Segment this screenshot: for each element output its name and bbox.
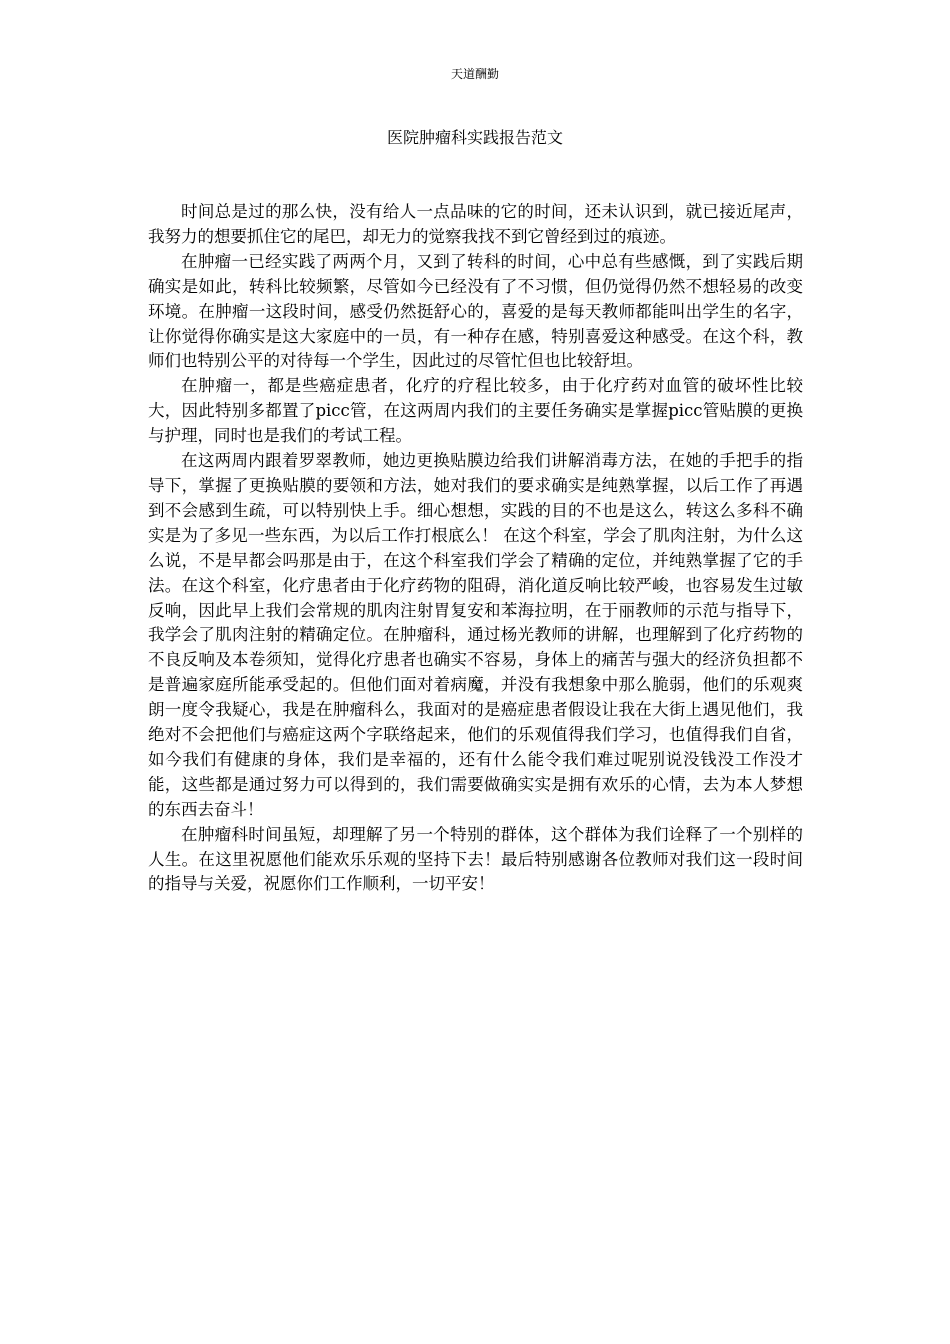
page-header: 天道酬勤 xyxy=(450,67,499,81)
paragraph: 在肿瘤一，都是些癌症患者，化疗的疗程比较多，由于化疗药对血管的破坏性比较大，因此特别多都置了picc管，在这两周内我们的主要任务确实是掌握picc管贴膜的更换与护理，同时也是我们的考试工程。 xyxy=(148,376,803,446)
paragraph: 在这两周内跟着罗翠教师，她边更换贴膜边给我们讲解消毒方法，在她的手把手的指导下，掌握了更换贴膜的要领和方法，她对我们的要求确实是纯熟掌握，以后工作了再遇到不会感到生疏，可以特别快上手。细心想想，实践的目的不也是这么，转这么多科不确实是为了多见一些东西，为以后工作打根底么！ 在这个科室，学会了肌肉注射，为什么这么说，不是早都会吗那是由于，在这个科室我们学会了精确的定位，并纯熟掌握了它的手法。在这个科室，化疗患者由于化疗药物的阻碍，消化道反响比较严峻，也容易发生过敏反响，因此早上我们会常规的肌肉注射胃复安和苯海拉明，在于丽教师的示范与指导下，我学会了肌肉注射的精确定位。在肿瘤科，通过杨光教师的讲解，也理解到了化疗药物的不良反响及本卷须知，觉得化疗患者也确实不容易，身体上的痛苦与强大的经济负担都不是普遍家庭所能承受起的。但他们面对着病魔，并没有我想象中那么脆弱，他们的乐观爽朗一度令我疑心，我是在肿瘤科么，我面对的是癌症患者假设让我在大街上遇见他们，我绝对不会把他们与癌症这两个字联络起来，他们的乐观值得我们学习，也值得我们自省，如今我们有健康的身体，我们是幸福的，还有什么能令我们难过呢别说没钱没工作没才能，这些都是通过努力可以得到的，我们需要做确实实是拥有欢乐的心情，去为本人梦想的东西去奋斗！ xyxy=(148,451,803,819)
document-title: 医院肿瘤科实践报告范文 xyxy=(386,128,563,147)
paragraph: 时间总是过的那么快，没有给人一点品味的它的时间，还未认识到，就已接近尾声，我努力的想要抓住它的尾巴，却无力的觉察我找不到它曾经到过的痕迹。 xyxy=(148,202,803,246)
paragraph: 在肿瘤一已经实践了两两个月，又到了转科的时间，心中总有些感慨，到了实践后期确实是如此，转科比较频繁，尽管如今已经没有了不习惯，但仍觉得仍然不想轻易的改变环境。在肿瘤一这段时间，感受仍然挺舒心的，喜爱的是每天教师都能叫出学生的名字，让你觉得你确实是这大家庭中的一员，有一种存在感，特别喜爱这种感受。在这个科，教师们也特别公平的对待每一个学生，因此过的尽管忙但也比较舒坦。 xyxy=(148,251,803,371)
paragraph: 在肿瘤科时间虽短，却理解了另一个特别的群体，这个群体为我们诠释了一个别样的人生。在这里祝愿他们能欢乐乐观的坚持下去！最后特别感谢各位教师对我们这一段时间的指导与关爱，祝愿你们工作顺利，一切平安！ xyxy=(148,824,803,894)
document-body xyxy=(148,200,803,897)
